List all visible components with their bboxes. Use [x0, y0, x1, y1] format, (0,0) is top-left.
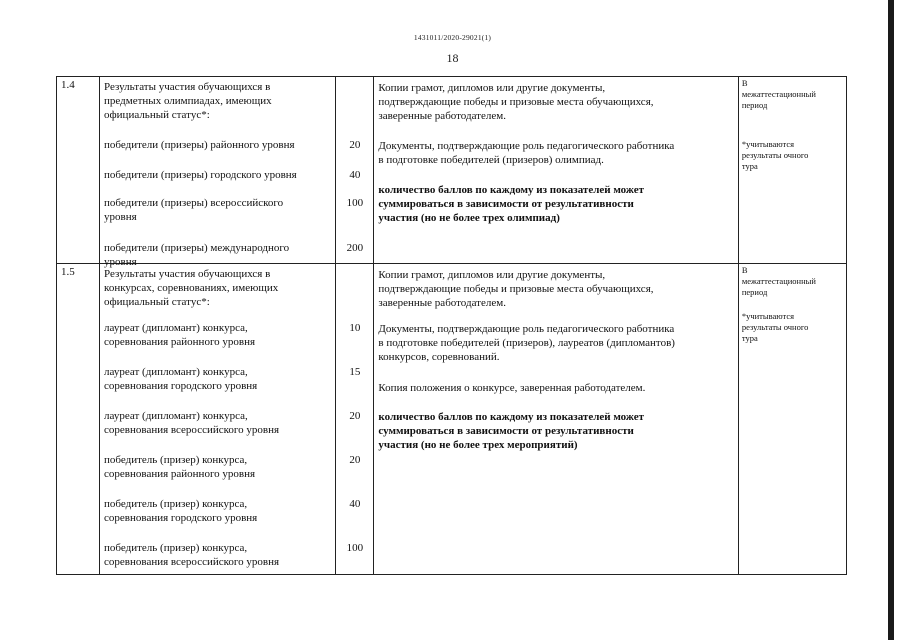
criterion-item-line: победители (призеры) городского уровня: [104, 169, 297, 181]
note-line: тура: [741, 333, 758, 343]
document-line: участия (но не более трех олимпиад): [378, 212, 560, 224]
criterion-item-line: соревнования всероссийского уровня: [104, 424, 280, 436]
criterion-item-line: соревнования районного уровня: [104, 336, 256, 348]
criterion-item: [104, 541, 279, 569]
note-text: [742, 139, 809, 172]
note-line: В: [741, 78, 748, 88]
points-value: 20: [349, 410, 361, 422]
criterion-item: [104, 365, 257, 393]
criterion-item: [104, 168, 297, 182]
criterion-item-line: победители (призеры) районного уровня: [104, 139, 295, 151]
note-line: результаты очного: [741, 322, 809, 332]
document-requirement: [378, 381, 645, 395]
criterion-item-line: лауреат (дипломант) конкурса,: [104, 366, 248, 378]
document-line: Копия положения о конкурсе, заверенная работодателем.: [378, 382, 646, 394]
note-line: межаттестационный: [741, 276, 816, 286]
criterion-title-line: Результаты участия обучающихся в: [104, 268, 271, 280]
criterion-item: [104, 321, 255, 349]
criterion-title: [104, 80, 272, 122]
document-line: Копии грамот, дипломов или другие документы,: [378, 82, 606, 94]
document-line: количество баллов по каждому из показателей может: [378, 184, 645, 196]
document-requirement: [378, 322, 675, 364]
points-cell: [336, 77, 374, 264]
document-line: Документы, подтверждающие роль педагогического работника: [378, 140, 675, 152]
points-value: 100: [346, 197, 364, 209]
note-line: *учитываются: [741, 139, 795, 149]
note-cell: [738, 264, 846, 575]
note-line: тура: [741, 161, 758, 171]
row-number: 1.4: [57, 77, 100, 264]
criterion-title-line: конкурсах, соревнованиях, имеющих: [104, 282, 279, 294]
page-number: 18: [446, 51, 459, 65]
document-line: участия (но не более трех мероприятий): [378, 439, 578, 451]
criterion-cell: [100, 77, 336, 268]
criterion-item-line: победитель (призер) конкурса,: [104, 542, 248, 554]
note-line: период: [741, 100, 768, 110]
points-value: 10: [349, 322, 361, 334]
note-line: межаттестационный: [741, 89, 816, 99]
scoring-rule: [378, 183, 644, 225]
criterion-title-line: предметных олимпиадах, имеющих: [104, 95, 272, 107]
points-value: 20: [349, 454, 361, 466]
document-requirement: [378, 139, 674, 167]
note-text: [742, 265, 816, 298]
document-line: заверенные работодателем.: [378, 297, 506, 309]
criterion-item-line: соревнования городского уровня: [104, 380, 258, 392]
criterion-item: [104, 138, 295, 152]
criterion-item-line: лауреат (дипломант) конкурса,: [104, 410, 248, 422]
document-line: подтверждающие победы и призовые места обучающихся,: [378, 96, 654, 108]
criterion-item: [104, 409, 279, 437]
criterion-item-line: победители (призеры) международного: [104, 242, 290, 254]
document-line: суммироваться в зависимости от результативности: [378, 425, 634, 437]
criterion-item-line: уровня: [104, 211, 137, 223]
criterion-title: [104, 267, 278, 309]
points-value: 100: [346, 542, 364, 554]
criterion-item-line: соревнования районного уровня: [104, 468, 256, 480]
criterion-item-line: победитель (призер) конкурса,: [104, 454, 248, 466]
criterion-item-line: уровня: [104, 256, 137, 268]
criteria-row: [57, 77, 847, 264]
note-line: период: [741, 287, 768, 297]
criterion-title-line: официальный статус*:: [104, 109, 210, 121]
criteria-row: [57, 264, 847, 575]
documents-cell: [374, 264, 738, 575]
scoring-rule: [378, 410, 644, 452]
criterion-item-line: соревнования городского уровня: [104, 512, 258, 524]
note-line: результаты очного: [741, 150, 809, 160]
document-line: суммироваться в зависимости от результативности: [378, 198, 634, 210]
document-requirement: [378, 81, 653, 123]
note-cell: [738, 77, 846, 264]
points-cell: [336, 264, 374, 575]
document-line: заверенные работодателем.: [378, 110, 506, 122]
points-value: 40: [349, 498, 361, 510]
criterion-item: [104, 196, 283, 224]
note-line: *учитываются: [741, 311, 795, 321]
criterion-item-line: победители (призеры) всероссийского: [104, 197, 284, 209]
criterion-title-line: Результаты участия обучающихся в: [104, 81, 271, 93]
note-text: [742, 78, 816, 111]
document-requirement: [378, 268, 653, 310]
document-line: количество баллов по каждому из показателей может: [378, 411, 645, 423]
criterion-item: [104, 453, 255, 481]
criterion-title-line: официальный статус*:: [104, 296, 210, 308]
note-text: [742, 311, 809, 344]
row-number: 1.5: [57, 264, 100, 575]
document-line: Документы, подтверждающие роль педагогического работника: [378, 323, 675, 335]
criterion-item-line: соревнования всероссийского уровня: [104, 556, 280, 568]
points-value: 200: [346, 242, 364, 254]
criterion-item-line: лауреат (дипломант) конкурса,: [104, 322, 248, 334]
document-line: конкурсов, соревнований.: [378, 351, 500, 363]
document-line: в подготовке победителей (призеров), лауреатов (дипломантов): [378, 337, 675, 349]
document-line: в подготовке победителей (призеров) олимпиад.: [378, 154, 604, 166]
document-line: подтверждающие победы и призовые места обучающихся,: [378, 283, 654, 295]
criterion-item-line: победитель (призер) конкурса,: [104, 498, 248, 510]
points-value: 15: [349, 366, 361, 378]
points-value: 40: [349, 169, 361, 181]
criterion-cell: [100, 264, 336, 575]
points-value: 20: [349, 139, 361, 151]
documents-cell: [374, 77, 738, 264]
note-line: В: [741, 265, 748, 275]
scan-edge-mark: [888, 0, 894, 640]
document-id: 1431011/2020-29021(1): [413, 33, 492, 42]
document-line: Копии грамот, дипломов или другие документы,: [378, 269, 606, 281]
criteria-table: [56, 76, 847, 575]
criterion-item: [104, 497, 257, 525]
